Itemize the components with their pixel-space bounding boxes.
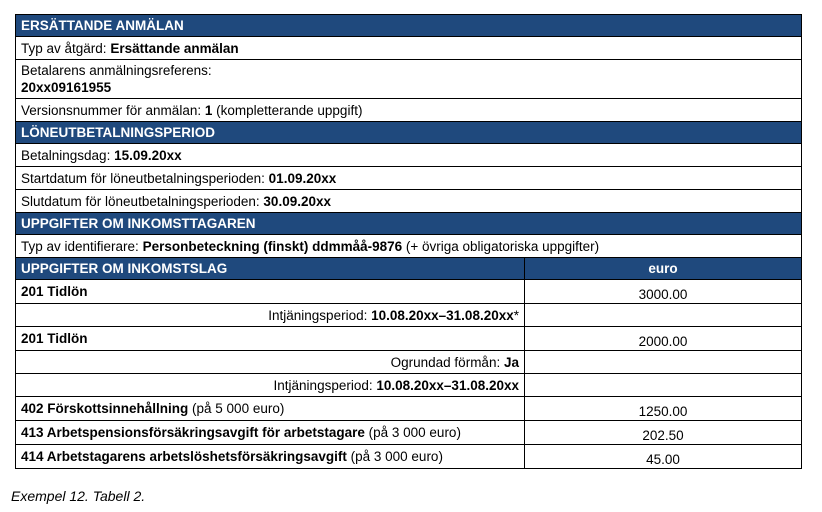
income-type-note: (på 3 000 euro): [346, 449, 443, 464]
income-amount: 202.50: [525, 421, 802, 445]
earning-period-label: Intjäningsperiod:: [268, 307, 372, 323]
table-caption: Exempel 12. Tabell 2.: [11, 488, 146, 504]
table-row: [16, 351, 802, 374]
payer-reference-value: 20xx09161955: [21, 80, 112, 95]
income-type-note: (på 5 000 euro): [188, 401, 285, 416]
table-row: [16, 397, 802, 421]
version-value: 1: [204, 102, 213, 118]
table-row: [16, 280, 802, 304]
section-header-pay-period: LÖNEUTBETALNINGSPERIOD: [16, 122, 802, 144]
version-suffix: (kompletterande uppgift): [212, 102, 363, 118]
income-type-name: 201 Tidlön: [21, 331, 88, 346]
section-header-row: [16, 258, 802, 280]
table-row: [16, 190, 802, 213]
identifier-type-value: Personbeteckning (finskt) ddmmåå-9876: [142, 238, 403, 254]
income-amount: 45.00: [525, 445, 802, 469]
table-row: [16, 421, 802, 445]
version-label: Versionsnummer för anmälan:: [21, 102, 205, 118]
table-row: [16, 167, 802, 190]
table-row: [16, 327, 802, 351]
start-date-value: 01.09.20xx: [268, 170, 337, 186]
end-date-label: Slutdatum för löneutbetalningsperioden:: [21, 193, 264, 209]
section-header-row: [16, 213, 802, 235]
payment-date-label: Betalningsdag:: [21, 147, 115, 163]
income-type-name: 201 Tidlön: [21, 284, 88, 299]
currency-header: euro: [525, 258, 802, 280]
table-row: [16, 235, 802, 258]
payer-reference-label: Betalarens anmälningsreferens:: [21, 63, 212, 78]
table-row: [16, 445, 802, 469]
unjustified-benefit-label: Ogrundad förmån:: [390, 354, 504, 370]
earning-period-value: 10.08.20xx–31.08.20xx: [376, 377, 519, 393]
earning-period-label: Intjäningsperiod:: [273, 377, 377, 393]
notification-table: [15, 14, 802, 469]
section-header-row: [16, 122, 802, 144]
start-date-label: Startdatum för löneutbetalningsperioden:: [21, 170, 269, 186]
section-header-replacement: ERSÄTTANDE ANMÄLAN: [16, 15, 802, 37]
section-header-income-types: UPPGIFTER OM INKOMSTSLAG: [16, 258, 525, 280]
income-amount: 3000.00: [525, 280, 802, 304]
table-row: [16, 99, 802, 122]
end-date-value: 30.09.20xx: [263, 193, 331, 209]
income-type-name: 413 Arbetspensionsförsäkringsavgift för arbetstagare: [21, 425, 365, 440]
unjustified-benefit-value: Ja: [503, 354, 519, 370]
action-type-value: Ersättande anmälan: [110, 40, 239, 56]
earning-period-asterisk: *: [513, 307, 519, 323]
income-amount: 1250.00: [525, 397, 802, 421]
table-row: [16, 60, 802, 99]
section-header-row: [16, 15, 802, 37]
identifier-type-label: Typ av identifierare:: [21, 238, 143, 254]
income-type-note: (på 3 000 euro): [364, 425, 461, 440]
income-amount: 2000.00: [525, 327, 802, 351]
table-row: [16, 374, 802, 397]
income-type-name: 402 Förskottsinnehållning: [21, 401, 189, 416]
table-row: [16, 304, 802, 327]
identifier-type-suffix: (+ övriga obligatoriska uppgifter): [402, 238, 600, 254]
table-row: [16, 37, 802, 60]
income-type-name: 414 Arbetstagarens arbetslöshetsförsäkringsavgift: [21, 449, 347, 464]
earning-period-value: 10.08.20xx–31.08.20xx: [371, 307, 514, 323]
action-type-label: Typ av åtgärd:: [21, 40, 111, 56]
section-header-income-earner: UPPGIFTER OM INKOMSTTAGAREN: [16, 213, 802, 235]
table-row: [16, 144, 802, 167]
payment-date-value: 15.09.20xx: [114, 147, 182, 163]
